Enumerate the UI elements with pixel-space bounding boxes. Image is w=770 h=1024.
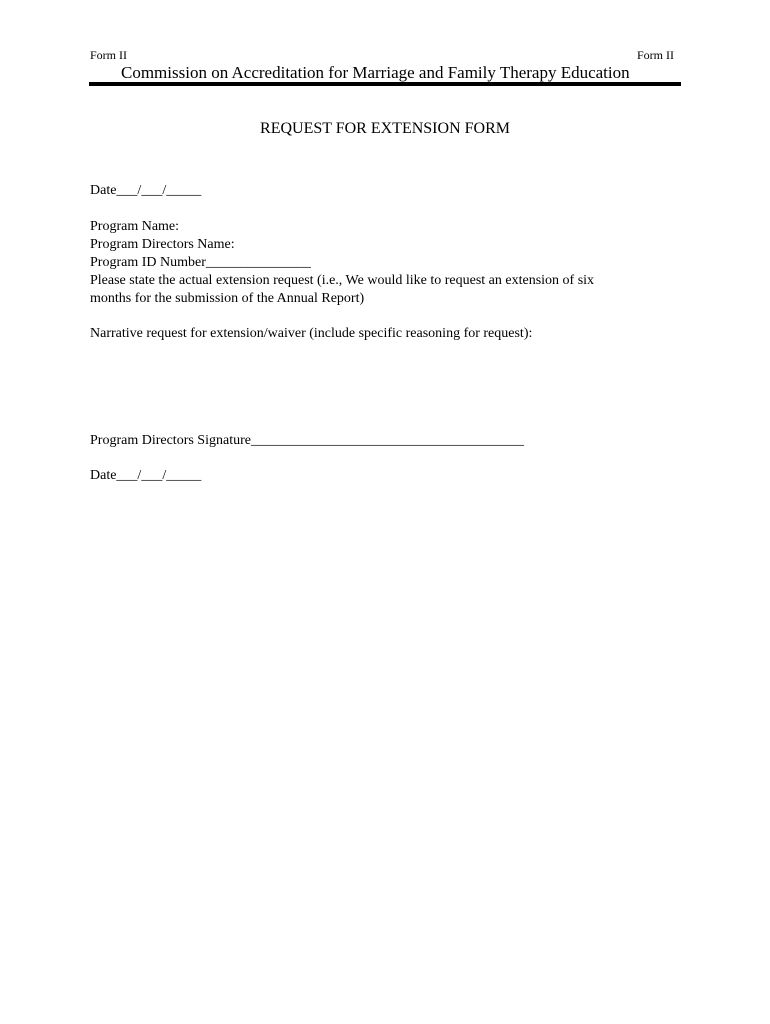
form-label-right: Form II [637,48,674,62]
signature-field: Program Directors Signature_______________________________________ [90,433,524,448]
header-divider [89,82,681,86]
organization-title: Commission on Accreditation for Marriage and Family Therapy Education [121,63,630,82]
program-id-number-field: Program ID Number_______________ [90,255,311,270]
date-field-top: Date___/___/_____ [90,183,202,198]
program-name-label: Program Name: [90,219,180,234]
extension-request-instruction-line1: Please state the actual extension request (i.e., We would like to request an extension of six [90,273,595,288]
narrative-request-label: Narrative request for extension/waiver (include specific reasoning for request): [90,326,533,341]
date-field-bottom: Date___/___/_____ [90,468,202,483]
program-directors-name-label: Program Directors Name: [90,237,235,252]
form-label-left: Form II [90,48,127,62]
form-title: REQUEST FOR EXTENSION FORM [260,120,510,137]
extension-request-instruction-line2: months for the submission of the Annual Report) [90,291,365,306]
